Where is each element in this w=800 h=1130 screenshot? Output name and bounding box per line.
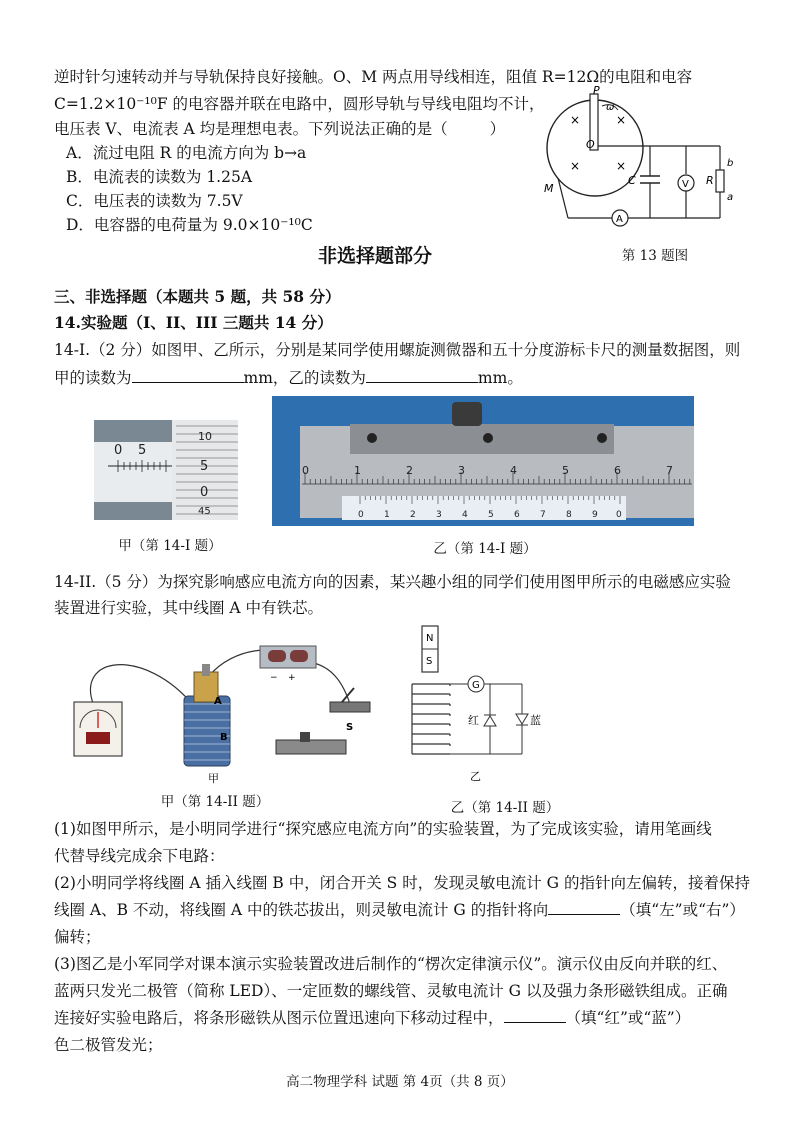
battery-plus: + (288, 673, 296, 683)
red-led (484, 716, 496, 726)
fig-yi-caption-14i: 乙（第 14-I 题） (433, 541, 537, 557)
field-mark: × (570, 113, 581, 127)
micrometer-photo (94, 420, 238, 520)
caliper-vernier-2: 2 (410, 510, 416, 520)
micrometer-main-5: 5 (138, 443, 147, 458)
answer-blank-jia[interactable] (132, 368, 244, 383)
caliper-main-7: 7 (666, 464, 673, 477)
voltmeter-label: V (682, 179, 689, 190)
q13-stem-close: ） (489, 120, 506, 138)
point-o-label: O (586, 138, 595, 151)
red-led-label: 红 (468, 714, 479, 727)
caliper-vernier-9: 9 (592, 510, 598, 520)
part3-heading: 三、非选择题（本题共 5 题，共 58 分） (54, 287, 341, 306)
micrometer-thimble-45: 45 (198, 506, 211, 517)
solenoid (412, 684, 450, 754)
switch (330, 702, 370, 712)
q14ii-p2-line-2 (54, 899, 745, 921)
caliper-vernier-8: 8 (566, 510, 572, 520)
q13-option-a: A．流过电阻 R 的电流方向为 b→a (66, 144, 307, 162)
q13-stem-text: 电压表 V、电流表 A 均是理想电表。下列说法正确的是（ (54, 120, 448, 138)
q13-option-b: B．电流表的读数为 1.25A (66, 168, 253, 186)
q13-stem-line (54, 118, 505, 140)
field-mark: × (570, 159, 581, 173)
caliper-main-3: 3 (458, 464, 465, 477)
micrometer-thimble-5: 5 (200, 459, 209, 474)
q14ii-p3-hint: （填“红”或“蓝”） (565, 1009, 691, 1027)
fig-yi-label: 乙 (470, 770, 481, 783)
galvanometer-g-label: G (472, 680, 480, 691)
q13-option-c: C．电压表的读数为 7.5V (66, 192, 243, 210)
caliper-main-4: 4 (510, 464, 517, 477)
coil-b (184, 696, 230, 766)
caliper-main-5: 5 (562, 464, 569, 477)
q14ii-p3-line-3 (54, 1007, 690, 1029)
caliper-vernier-10: 0 (616, 510, 622, 520)
q14ii-p3-line-2: 蓝两只发光二极管（简称 LED）、一定匝数的螺线管、灵敏电流计 G 以及强力条形磁铁组成。正确 (54, 982, 728, 1000)
blue-led (516, 714, 528, 724)
q13-line-1: 逆时针匀速转动并与导轨保持良好接触。O、M 两点用导线相连，阻值 R=12Ω的电阻和电容 (54, 68, 693, 86)
point-p-label: P (593, 86, 600, 97)
q14ii-p3-line-1: (3)图乙是小军同学对课本演示实验装置改进后制作的“楞次定律演示仪”。演示仪由反向并联的红、 (54, 955, 728, 973)
omega-label: ω (606, 102, 615, 113)
capacitor-label: C (628, 174, 636, 187)
micrometer-thimble-10: 10 (198, 430, 212, 443)
q14ii-p2-text: 线圈 A、B 不动，将线圈 A 中的铁芯拔出，则灵敏电流计 G 的指针将向 (54, 901, 549, 919)
vernier-caliper-photo (272, 396, 694, 526)
fig-yi-caption-14ii: 乙（第 14-II 题） (450, 800, 560, 816)
caliper-vernier-0: 0 (358, 510, 364, 520)
caliper-main-2: 2 (406, 464, 413, 477)
caliper-vernier-3: 3 (436, 510, 442, 520)
coil-a-label: A (214, 696, 222, 707)
answer-blank-direction[interactable] (548, 900, 620, 915)
q14ii-p3-line-4: 色二极管发光； (54, 1036, 163, 1054)
switch-label: S (346, 722, 354, 733)
fig-jia-caption-14ii: 甲（第 14-II 题） (160, 794, 270, 810)
point-b-label: b (727, 158, 734, 169)
ammeter-label: A (616, 214, 623, 225)
fig-jia-caption-14i: 甲（第 14-I 题） (118, 538, 222, 554)
caliper-main-6: 6 (614, 464, 621, 477)
q14ii-p1-line-1: (1)如图甲所示，是小明同学进行“探究感应电流方向”的实验装置，为了完成该实验，请用笔画线 (54, 820, 712, 838)
q13-line-2: C=1.2×10⁻¹⁰F 的电容器并联在电路中，圆形导轨与导线电阻均不计， (54, 95, 545, 113)
caliper-vernier-5: 5 (488, 510, 494, 520)
q14ii-p2-line-1: (2)小明同学将线圈 A 插入线圈 B 中，闭合开关 S 时，发现灵敏电流计 G 的指针向左偏转，接着保持 (54, 874, 750, 892)
caliper-main-1: 1 (354, 464, 361, 477)
fig-jia-label: 甲 (208, 772, 219, 785)
magnet-n-label: N (426, 633, 434, 644)
q13-option-d: D．电容器的电荷量为 9.0×10⁻¹⁰C (66, 216, 313, 234)
q13-figure-caption: 第 13 题图 (621, 248, 689, 264)
q14ii-p2-line-3: 偏转； (54, 928, 101, 946)
q14ii-line-2: 装置进行实验，其中线圈 A 中有铁芯。 (54, 599, 324, 617)
caliper-vernier-6: 6 (514, 510, 520, 520)
field-mark: × (616, 113, 627, 127)
page-footer: 高二物理学科 试题 第 4页（共 8 页） (286, 1074, 514, 1090)
lenz-demonstrator-figure (398, 622, 558, 788)
answer-blank-yi[interactable] (366, 368, 478, 383)
rheostat (276, 740, 346, 754)
field-mark: × (616, 159, 627, 173)
q14ii-p2-hint: （填“左”或“右”） (620, 901, 745, 919)
caliper-vernier-4: 4 (462, 510, 468, 520)
q14i-reading-jia-label: 甲的读数为 (54, 369, 132, 387)
resistor-label: R (706, 174, 714, 187)
micrometer-main-0: 0 (114, 443, 123, 458)
q14i-reading-yi-label: mm，乙的读数为 (243, 369, 366, 387)
magnet-s-label: S (426, 656, 433, 667)
q14i-unit: mm。 (477, 369, 523, 387)
caliper-vernier-7: 7 (540, 510, 546, 520)
resistor (716, 170, 724, 192)
q13-circuit-figure (540, 86, 740, 242)
answer-blank-led-color[interactable] (504, 1008, 566, 1023)
q14i-line-1: 14-I.（2 分）如图甲、乙所示，分别是某同学使用螺旋测微器和五十分度游标卡尺的测量数据图，则 (54, 341, 741, 359)
micrometer-thimble-0: 0 (200, 485, 209, 500)
section-title: 非选择题部分 (317, 245, 432, 267)
q14-heading: 14.实验题（I、II、III 三题共 14 分） (54, 313, 333, 332)
q14ii-line-1: 14-II.（5 分）为探究影响感应电流方向的因素，某兴趣小组的同学们使用图甲所示的电磁感应实验 (54, 573, 731, 591)
induction-apparatus-figure (64, 636, 384, 786)
caliper-main-0: 0 (302, 464, 309, 477)
q14ii-p3-text: 连接好实验电路后，将条形磁铁从图示位置迅速向下移动过程中， (54, 1009, 504, 1027)
point-m-label: M (544, 182, 554, 195)
caliper-vernier-1: 1 (384, 510, 390, 520)
battery-minus: − (270, 673, 278, 683)
q14i-line-2 (54, 367, 523, 389)
point-a-label: a (727, 192, 734, 203)
coil-b-label: B (220, 732, 228, 743)
q14ii-p1-line-2: 代替导线完成余下电路： (54, 847, 225, 865)
blue-led-label: 蓝 (530, 714, 541, 727)
